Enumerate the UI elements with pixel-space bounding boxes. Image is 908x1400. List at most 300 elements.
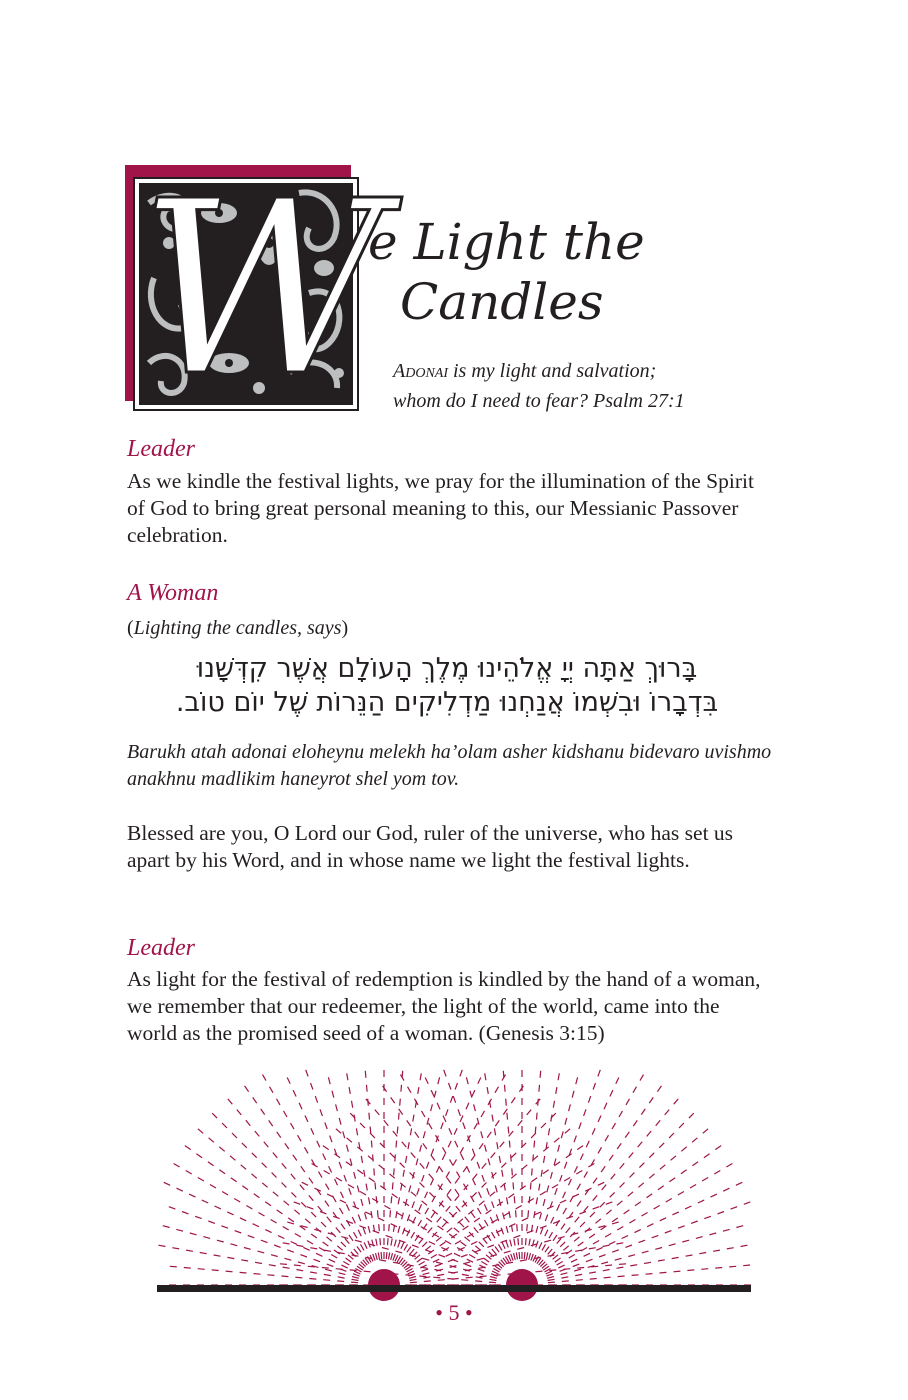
- ray-dash: [453, 1159, 457, 1165]
- ray-dash: [547, 1277, 554, 1279]
- ray-dash: [480, 1276, 487, 1277]
- ray-dash: [399, 1113, 400, 1120]
- ray-dash: [447, 1189, 451, 1195]
- ray-dash: [429, 1192, 434, 1197]
- ray-dash: [372, 1199, 378, 1203]
- ray-dash: [509, 1194, 515, 1198]
- ray-dash: [215, 1206, 221, 1209]
- ray-dash: [442, 1222, 447, 1227]
- ray-dash: [514, 1253, 516, 1260]
- ray-dash: [486, 1255, 491, 1260]
- ray-dash: [458, 1109, 460, 1116]
- ray-dash: [482, 1175, 484, 1182]
- ray-dash: [302, 1182, 308, 1185]
- ray-dash: [542, 1244, 546, 1250]
- ray-dash: [425, 1192, 428, 1198]
- ray-dash: [367, 1085, 368, 1092]
- ray-dash: [482, 1163, 487, 1168]
- ray-dash: [355, 1240, 362, 1242]
- ray-dash: [317, 1141, 320, 1147]
- ray-dash: [402, 1142, 407, 1147]
- ray-dash: [649, 1174, 654, 1179]
- ray-dash: [262, 1183, 267, 1188]
- ray-dash: [274, 1245, 281, 1247]
- ray-dash: [390, 1210, 391, 1217]
- ray-dash: [240, 1272, 247, 1273]
- ray-dash: [222, 1123, 227, 1128]
- ray-dash: [337, 1246, 342, 1251]
- ray-dash: [459, 1222, 464, 1227]
- ray-dash: [401, 1085, 402, 1092]
- ray-dash: [391, 1224, 397, 1227]
- ray-dash: [576, 1171, 582, 1175]
- ray-dash: [309, 1178, 313, 1184]
- ray-dash: [293, 1090, 296, 1096]
- ray-dash: [743, 1265, 750, 1266]
- ray-dash: [497, 1142, 498, 1149]
- ray-dash: [394, 1240, 396, 1247]
- ray-dash: [228, 1099, 233, 1104]
- ray-dash: [277, 1132, 281, 1138]
- ray-dash: [450, 1159, 454, 1165]
- ray-dash: [460, 1116, 463, 1122]
- ray-dash: [656, 1120, 661, 1125]
- ray-dash: [564, 1162, 566, 1169]
- ray-dash: [485, 1145, 487, 1152]
- ray-dash: [572, 1091, 574, 1098]
- ray-dash: [349, 1188, 351, 1195]
- ray-dash: [630, 1173, 635, 1178]
- ray-dash: [472, 1149, 474, 1156]
- ray-dash: [535, 1271, 542, 1272]
- ray-dash: [325, 1269, 332, 1271]
- ray-dash: [564, 1178, 570, 1182]
- ray-dash: [265, 1202, 271, 1206]
- ray-dash: [601, 1262, 608, 1264]
- ray-dash: [660, 1165, 665, 1170]
- ray-dash: [200, 1253, 207, 1254]
- ray-dash: [429, 1174, 434, 1179]
- ray-dash: [531, 1178, 537, 1182]
- ray-dash: [533, 1155, 534, 1162]
- ray-dash: [394, 1168, 395, 1175]
- ray-dash: [566, 1228, 571, 1233]
- ray-dash: [612, 1250, 619, 1252]
- ray-dash: [511, 1153, 516, 1158]
- ray-dash: [378, 1218, 384, 1221]
- ray-dash: [526, 1238, 527, 1245]
- ray-dash: [400, 1099, 401, 1106]
- ray-dash: [245, 1086, 249, 1092]
- ray-dash: [408, 1142, 409, 1149]
- ray-dash: [255, 1262, 262, 1263]
- ray-dash: [466, 1077, 468, 1084]
- ray-dash: [647, 1194, 653, 1198]
- ray-dash: [560, 1269, 567, 1271]
- ray-dash: [462, 1274, 469, 1275]
- ray-dash: [539, 1242, 542, 1248]
- ray-dash: [448, 1141, 451, 1147]
- ray-dash: [291, 1242, 297, 1245]
- ray-dash: [546, 1274, 553, 1276]
- ray-dash: [226, 1271, 233, 1272]
- ray-dash: [589, 1272, 596, 1273]
- ray-dash: [208, 1162, 214, 1166]
- ray-dash: [590, 1279, 597, 1280]
- ray-dash: [593, 1178, 597, 1184]
- ray-dash: [516, 1253, 517, 1260]
- ray-dash: [660, 1218, 666, 1221]
- ray-dash: [361, 1156, 362, 1163]
- ray-dash: [336, 1269, 343, 1270]
- ray-dash: [701, 1269, 708, 1270]
- ray-dash: [455, 1189, 459, 1195]
- ray-dash: [237, 1110, 242, 1115]
- ray-dash: [678, 1192, 684, 1196]
- ray-dash: [593, 1207, 600, 1209]
- ray-dash: [463, 1122, 465, 1129]
- ray-dash: [390, 1153, 395, 1158]
- ray-dash: [435, 1264, 442, 1266]
- ray-dash: [450, 1096, 452, 1103]
- ray-dash: [726, 1164, 732, 1168]
- ray-dash: [422, 1269, 429, 1271]
- ray-dash: [557, 1262, 563, 1266]
- ray-dash: [665, 1110, 670, 1115]
- ray-dash: [574, 1136, 576, 1143]
- ray-dash: [446, 1253, 452, 1256]
- ray-dash: [511, 1254, 513, 1261]
- ray-dash: [316, 1253, 322, 1256]
- ray-dash: [687, 1270, 694, 1271]
- ray-dash: [575, 1274, 582, 1275]
- ray-dash: [551, 1172, 553, 1179]
- ray-dash: [419, 1204, 422, 1210]
- ray-dash: [584, 1206, 589, 1211]
- ray-dash: [552, 1185, 558, 1189]
- ray-dash: [277, 1099, 281, 1105]
- ray-dash: [644, 1262, 651, 1263]
- ray-dash: [417, 1258, 423, 1262]
- ray-dash: [426, 1218, 432, 1222]
- ray-dash: [659, 1143, 664, 1148]
- ray-dash: [415, 1132, 419, 1138]
- ray-dash: [553, 1101, 554, 1108]
- ray-dash: [221, 1226, 228, 1228]
- ray-dash: [431, 1090, 434, 1096]
- ray-dash: [219, 1147, 224, 1152]
- ray-dash: [242, 1143, 247, 1148]
- ray-dash: [425, 1250, 432, 1252]
- ray-dash: [343, 1262, 349, 1266]
- ray-dash: [506, 1099, 507, 1106]
- ray-dash: [454, 1253, 460, 1256]
- ray-dash: [540, 1213, 542, 1220]
- ray-dash: [231, 1178, 237, 1182]
- ray-dash: [409, 1186, 411, 1193]
- ray-dash: [561, 1277, 568, 1278]
- ray-dash: [421, 1227, 427, 1231]
- ray-dash: [380, 1186, 386, 1190]
- ray-dash: [465, 1217, 470, 1222]
- ray-dash: [373, 1254, 375, 1261]
- ray-dash: [423, 1273, 430, 1275]
- ray-dash: [264, 1142, 269, 1147]
- ray-dash: [170, 1266, 177, 1267]
- ray-dash: [184, 1268, 191, 1269]
- ray-dash: [311, 1083, 313, 1090]
- ray-dash: [344, 1175, 346, 1182]
- ray-dash: [428, 1228, 433, 1233]
- ray-dash: [267, 1275, 274, 1276]
- ray-dash: [258, 1251, 265, 1253]
- ray-dash: [501, 1163, 506, 1168]
- ray-dash: [563, 1192, 566, 1198]
- ray-dash: [439, 1166, 443, 1172]
- ray-dash: [397, 1127, 398, 1134]
- ray-dash: [284, 1111, 288, 1117]
- ray-dash: [556, 1087, 557, 1094]
- ray-dash: [628, 1192, 633, 1197]
- ray-dash: [696, 1237, 703, 1239]
- ray-dash: [461, 1242, 467, 1246]
- ray-dash: [410, 1282, 417, 1283]
- ray-dash: [284, 1201, 289, 1206]
- ray-dash: [432, 1210, 437, 1215]
- ray-dash: [272, 1173, 277, 1178]
- ray-dash: [287, 1222, 294, 1224]
- ray-dash: [230, 1244, 237, 1246]
- ray-dash: [252, 1153, 257, 1158]
- ray-dash: [629, 1153, 634, 1158]
- ray-dash: [629, 1220, 635, 1224]
- ray-dash: [376, 1253, 378, 1260]
- ray-dash: [349, 1087, 350, 1094]
- ray-dash: [479, 1143, 483, 1149]
- ray-dash: [294, 1210, 299, 1215]
- ray-dash: [398, 1226, 400, 1233]
- ray-dash: [412, 1245, 419, 1247]
- candle-rays-ornament: [157, 1068, 751, 1288]
- ray-dash: [570, 1196, 574, 1202]
- ray-dash: [320, 1109, 322, 1116]
- ray-dash: [376, 1239, 377, 1246]
- ray-dash: [606, 1210, 611, 1215]
- ray-dash: [281, 1276, 288, 1277]
- ray-dash: [610, 1192, 615, 1197]
- ray-dash: [331, 1255, 337, 1259]
- ray-dash: [253, 1097, 257, 1103]
- ray-dash: [454, 1228, 459, 1233]
- ray-dash: [392, 1182, 393, 1189]
- ray-dash: [354, 1232, 358, 1238]
- ray-dash: [227, 1257, 234, 1258]
- ray-dash: [638, 1142, 643, 1147]
- ray-dash: [219, 1170, 225, 1174]
- ray-dash: [196, 1154, 202, 1158]
- ray-dash: [322, 1268, 329, 1269]
- ray-dash: [554, 1138, 559, 1143]
- ray-dash: [406, 1156, 407, 1163]
- ray-dash: [574, 1166, 577, 1172]
- ray-dash: [660, 1272, 667, 1273]
- ray-dash: [635, 1202, 641, 1206]
- ray-dash: [454, 1128, 457, 1134]
- ray-dash: [553, 1235, 557, 1241]
- ray-dash: [391, 1239, 392, 1246]
- ray-dash: [208, 1221, 215, 1223]
- ray-dash: [420, 1163, 425, 1168]
- ray-dash: [379, 1165, 384, 1170]
- ray-dash: [419, 1238, 424, 1243]
- ray-dash: [422, 1201, 427, 1206]
- ray-dash: [479, 1192, 482, 1198]
- ray-dash: [642, 1251, 649, 1253]
- ray-dash: [617, 1267, 624, 1268]
- ray-dash: [545, 1247, 549, 1253]
- ray-dash: [424, 1281, 431, 1282]
- ray-dash: [666, 1199, 672, 1203]
- ray-dash: [698, 1200, 704, 1203]
- ray-dash: [364, 1242, 367, 1248]
- ray-dash: [282, 1183, 287, 1188]
- ray-dash: [649, 1153, 654, 1158]
- ray-dash: [620, 1183, 625, 1188]
- ray-dash: [301, 1202, 306, 1207]
- ray-dash: [327, 1217, 332, 1222]
- ray-dash: [517, 1248, 524, 1250]
- ray-dash: [560, 1242, 565, 1247]
- ray-dash: [507, 1197, 508, 1204]
- ray-dash: [504, 1213, 510, 1217]
- ray-dash: [164, 1182, 170, 1185]
- ray-dash: [261, 1109, 265, 1115]
- ray-dash: [438, 1255, 445, 1257]
- ray-dash: [393, 1131, 398, 1136]
- ray-dash: [598, 1116, 601, 1122]
- ray-dash: [479, 1242, 484, 1247]
- ray-dash: [437, 1103, 440, 1109]
- ray-dash: [511, 1155, 512, 1162]
- ray-dash: [633, 1120, 637, 1126]
- ray-dash: [488, 1159, 490, 1166]
- ray-dash: [492, 1249, 497, 1254]
- ray-dash: [409, 1277, 416, 1279]
- ray-dash: [311, 1234, 317, 1238]
- ray-dash: [483, 1238, 488, 1243]
- ray-dash: [514, 1235, 521, 1237]
- ray-dash: [261, 1240, 268, 1242]
- ray-dash: [429, 1123, 433, 1129]
- ray-dash: [475, 1246, 480, 1251]
- ray-dash: [413, 1115, 414, 1122]
- ray-dash: [520, 1260, 527, 1261]
- ray-dash: [347, 1138, 352, 1143]
- ray-dash: [242, 1186, 248, 1190]
- ray-dash: [654, 1206, 660, 1210]
- ray-dash: [368, 1226, 370, 1233]
- ray-dash: [575, 1217, 580, 1222]
- ray-dash: [598, 1070, 600, 1077]
- ray-dash: [604, 1103, 607, 1109]
- ray-dash: [443, 1116, 446, 1122]
- ray-dash: [456, 1206, 461, 1211]
- ray-dash: [466, 1103, 469, 1109]
- ray-dash: [254, 1194, 260, 1198]
- ray-dash: [673, 1271, 680, 1272]
- ray-dash: [329, 1166, 332, 1172]
- ray-dash: [472, 1192, 477, 1197]
- ray-dash: [455, 1083, 457, 1090]
- ray-dash: [285, 1143, 289, 1149]
- ray-dash: [577, 1268, 584, 1269]
- ray-dash: [715, 1268, 722, 1269]
- ray-dash: [419, 1276, 426, 1277]
- ray-dash: [598, 1182, 604, 1185]
- ray-dash: [327, 1194, 333, 1197]
- ray-dash: [291, 1192, 296, 1197]
- ray-dash: [343, 1131, 345, 1138]
- ray-dash: [336, 1178, 342, 1182]
- ray-dash: [434, 1091, 436, 1098]
- ray-dash: [715, 1146, 721, 1150]
- ray-dash: [396, 1213, 402, 1217]
- ray-dash: [361, 1244, 365, 1250]
- epigraph-line-2: whom do I need to fear? Psalm 27:1: [393, 390, 685, 412]
- ray-dash: [729, 1266, 736, 1267]
- ray-dash: [283, 1267, 290, 1268]
- ray-dash: [393, 1254, 395, 1261]
- ray-dash: [477, 1258, 484, 1260]
- ray-dash: [593, 1195, 598, 1200]
- ray-dash: [365, 1071, 366, 1078]
- ray-dash: [604, 1277, 611, 1278]
- ray-dash: [541, 1123, 546, 1128]
- ray-dash: [531, 1133, 536, 1138]
- ray-dash: [558, 1073, 559, 1080]
- bottom-rule: [157, 1285, 751, 1292]
- ray-dash: [353, 1274, 360, 1276]
- ray-dash: [561, 1224, 565, 1230]
- drop-cap-letter: W: [139, 149, 386, 429]
- ray-dash: [503, 1071, 504, 1078]
- ray-dash: [375, 1182, 376, 1189]
- ray-dash: [408, 1271, 414, 1274]
- ray-dash: [324, 1250, 331, 1251]
- stage-direction-text: Lighting the candles, says: [133, 617, 342, 639]
- ray-dash: [340, 1200, 346, 1203]
- ray-dash: [346, 1204, 349, 1210]
- ray-dash: [487, 1132, 491, 1138]
- ray-dash: [347, 1073, 348, 1080]
- ray-dash: [511, 1225, 512, 1232]
- ray-dash: [658, 1186, 664, 1190]
- ray-dash: [361, 1199, 363, 1206]
- ray-dash: [513, 1182, 514, 1189]
- ray-dash: [466, 1277, 473, 1278]
- ray-dash: [383, 1086, 387, 1092]
- ray-dash: [241, 1165, 246, 1170]
- ray-dash: [369, 1113, 370, 1120]
- ray-dash: [341, 1192, 344, 1198]
- ray-dash: [584, 1109, 586, 1116]
- ray-dash: [548, 1282, 555, 1283]
- ray-dash: [303, 1247, 309, 1250]
- ray-dash: [478, 1269, 485, 1271]
- ray-dash: [352, 1217, 355, 1223]
- ray-dash: [271, 1220, 277, 1224]
- ray-dash: [408, 1087, 412, 1093]
